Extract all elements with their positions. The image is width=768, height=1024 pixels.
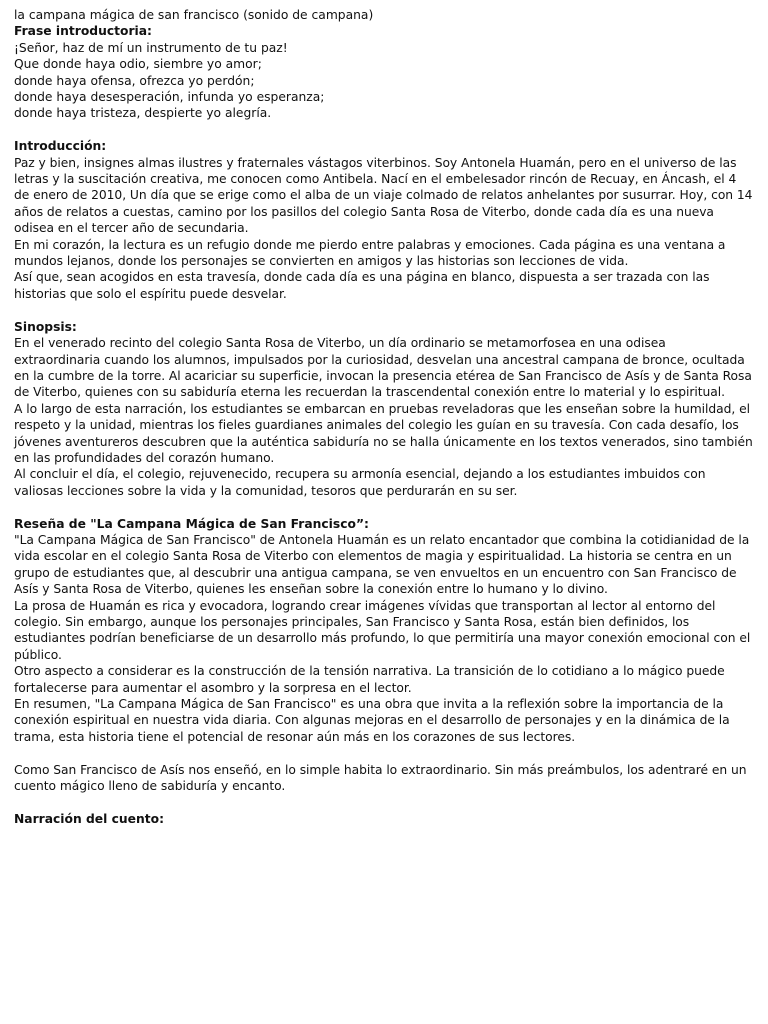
narracion-heading: Narración del cuento: xyxy=(14,811,165,826)
closing-paragraph: Como San Francisco de Asís nos enseñó, en lo simple habita lo extraordinario. Sin más preámbulos, los adentraré en un cuento mágico lleno de sabiduría y encanto. xyxy=(14,762,747,794)
resena-paragraph: En resumen, "La Campana Mágica de San Francisco" es una obra que invita a la reflexión sobre la importancia de la conexión espiritual en nuestra vida diaria. Con algunas mejoras en el desarrollo de personajes y en la dinámica de la trama, esta historia tiene el potencial de resonar aún más en los corazones de sus lectores. xyxy=(14,697,730,744)
resena-heading: Reseña de "La Campana Mágica de San Francisco”: xyxy=(14,516,369,531)
intro-phrase-heading: Frase introductoria: xyxy=(14,24,152,39)
sinopsis-paragraph: A lo largo de esta narración, los estudiantes se embarcan en pruebas reveladoras que les enseñan sobre la humildad, el respeto y la unidad, mientras los fieles guardianes animales del colegio les guían en su travesía. Con cada desafío, los jóvenes aventureros descubren que la auténtica sabiduría no se halla únicamente en los textos venerados, sino también en las profundidades del corazón humano. xyxy=(14,401,753,465)
section-spacer xyxy=(14,122,754,138)
introduccion-paragraph: En mi corazón, la lectura es un refugio donde me pierdo entre palabras y emociones. Cada página es una ventana a mundos lejanos, donde los personajes se convierten en amigos y las historias son lecciones de vida. xyxy=(14,237,726,269)
intro-phrase-line: donde haya ofensa, ofrezca yo perdón; xyxy=(14,73,255,88)
section-spacer xyxy=(14,794,754,810)
introduccion-paragraph: Así que, sean acogidos en esta travesía, donde cada día es una página en blanco, dispuesta a ser trazada con las historias que solo el espíritu puede desvelar. xyxy=(14,270,710,301)
intro-phrase-line: donde haya desesperación, infunda yo esperanza; xyxy=(14,90,325,105)
section-spacer xyxy=(14,302,754,318)
resena-paragraph: Otro aspecto a considerar es la construcción de la tensión narrativa. La transición de lo cotidiano a lo mágico puede fortalecerse para aumentar el asombro y la sorpresa en el lector. xyxy=(14,664,725,695)
sinopsis-paragraph: Al concluir el día, el colegio, rejuvenecido, recupera su armonía esencial, dejando a los estudiantes imbuidos con valiosas lecciones sobre la vida y la comunidad, tesoros que perdurarán en su ser. xyxy=(14,467,706,498)
section-spacer xyxy=(14,499,754,515)
intro-phrase-line: donde haya tristeza, despierte yo alegría. xyxy=(14,106,272,121)
section-spacer xyxy=(14,745,754,761)
sinopsis-heading: Sinopsis: xyxy=(14,319,77,334)
resena-paragraph: La prosa de Huamán es rica y evocadora, logrando crear imágenes vívidas que transportan al lector al entorno del colegio. Sin embargo, aunque los personajes principales, San Francisco y Santa Rosa, están bien definidos, los estudiantes podrían beneficiarse de un desarrollo más profundo, lo que permitiría una mayor conexión emocional con el público. xyxy=(14,598,751,662)
intro-phrase-line: ¡Señor, haz de mí un instrumento de tu paz! xyxy=(14,40,288,55)
sinopsis-paragraph: En el venerado recinto del colegio Santa Rosa de Viterbo, un día ordinario se metamorfosea en una odisea extraordinaria cuando los alumnos, impulsados por la curiosidad, desvelan una ancestral campana de bronce, ocultada en la cumbre de la torre. Al acariciar su superficie, invocan la presencia etérea de San Francisco de Asís y de Santa Rosa de Viterbo, quienes con su sabiduría eterna les recuerdan la trascendental conexión entre lo material y lo espiritual. xyxy=(14,336,752,400)
introduccion-heading: Introducción: xyxy=(14,139,107,154)
resena-paragraph: "La Campana Mágica de San Francisco" de Antonela Huamán es un relato encantador que combina la cotidianidad de la vida escolar en el colegio Santa Rosa de Viterbo con elementos de magia y espiritualidad. La historia se centra en un grupo de estudiantes que, al descubrir una antigua campana, se ven envueltos en un encuentro con San Francisco de Asís y Santa Rosa de Viterbo, quienes les enseñan sobre la conexión entre lo humano y lo divino. xyxy=(14,532,750,597)
document-title-line: la campana mágica de san francisco (sonido de campana) xyxy=(14,8,374,22)
introduccion-paragraph: Paz y bien, insignes almas ilustres y fraternales vástagos viterbinos. Soy Antonela Huamán, pero en el universo de las letras y la suscitación creativa, me conocen como Antibela. Nací en el embelesador rincón de Recuay, en Áncash, el 4 de enero de 2010, Un día que se erige como el alba de un viaje colmado de relatos anhelantes por susurrar. Hoy, con 14 años de relatos a cuestas, camino por los pasillos del colegio Santa Rosa de Viterbo, donde cada día es una nueva odisea en el tercer año de secundaria. xyxy=(14,155,753,236)
intro-phrase-line: Que donde haya odio, siembre yo amor; xyxy=(14,57,262,72)
